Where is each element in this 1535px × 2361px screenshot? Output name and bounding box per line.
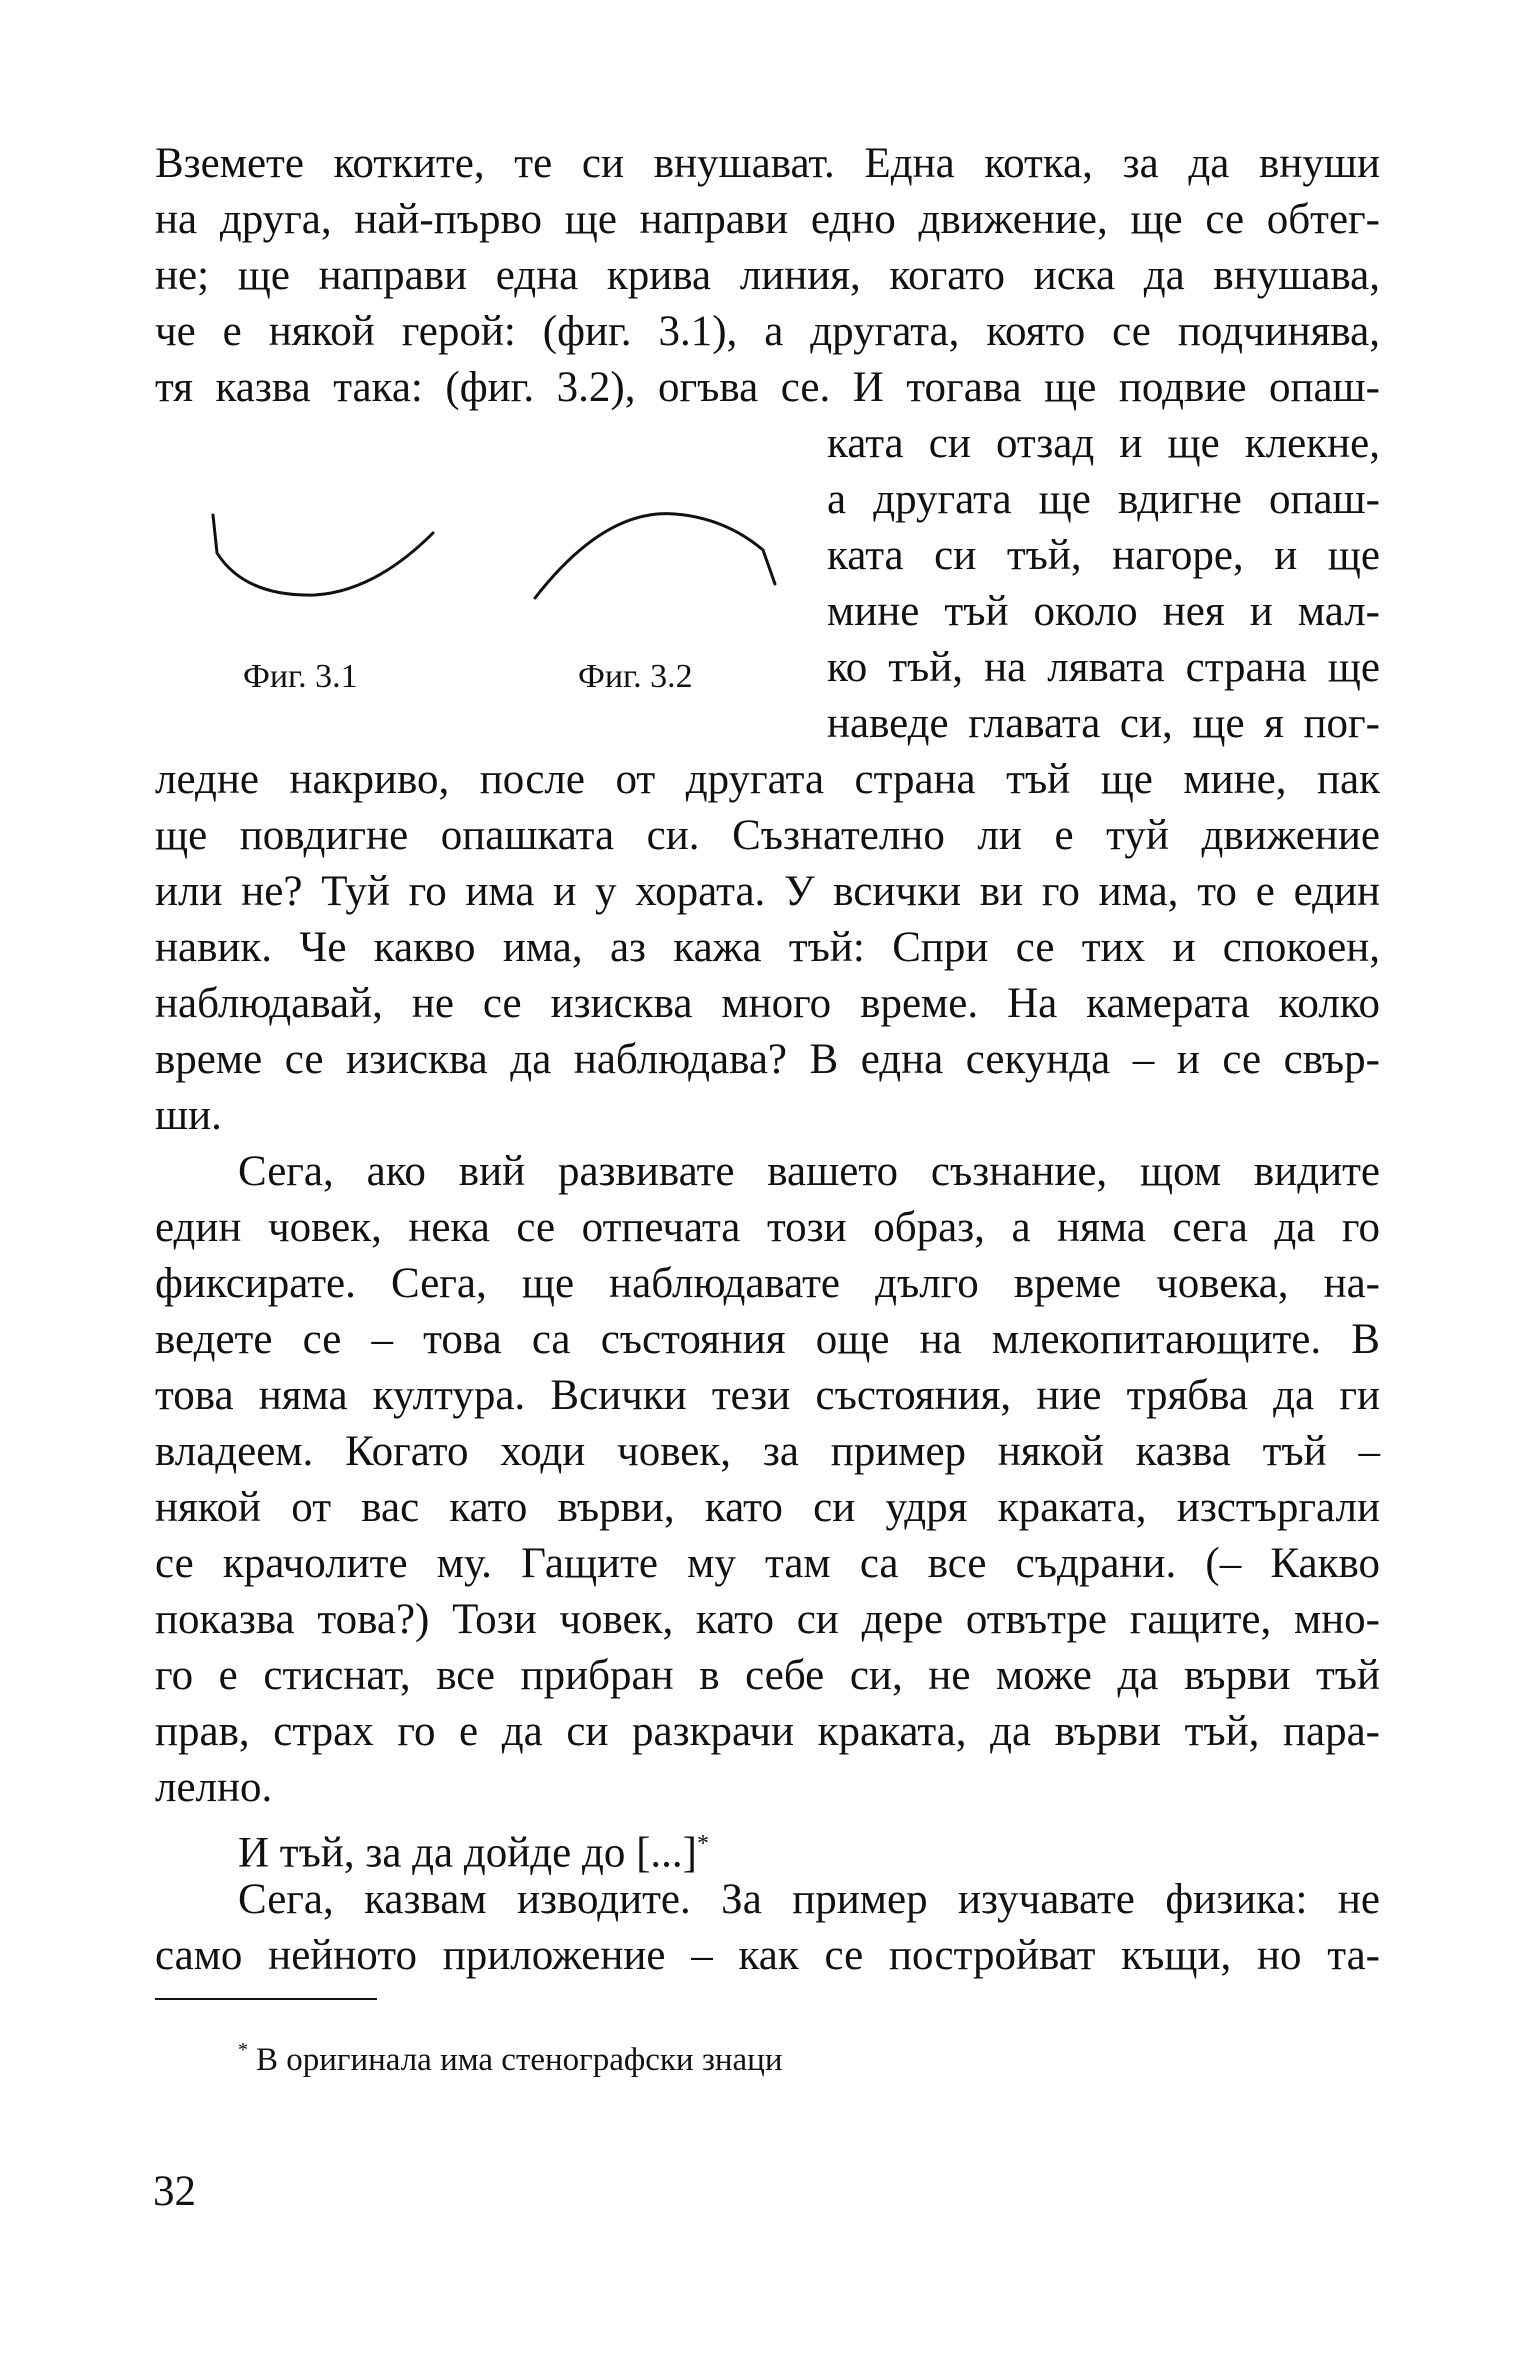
text-line: лелно. (155, 1764, 273, 1811)
figure-3-2-curve (525, 498, 795, 608)
paragraph-3-text: И тъй, за да дойде до [...] (238, 1829, 697, 1877)
text-line: на друга, най-първо ще направи едно движение, ще се обтег- (155, 196, 1380, 243)
text-line: че е някой герой: (фиг. 3.1), а другата, която се подчинява, (155, 308, 1380, 355)
text-line: владеем. Когато ходи човек, за пример някой казва тъй – (155, 1428, 1380, 1475)
text-line: ще повдигне опашката си. Съзнателно ли е туй движение (155, 812, 1380, 859)
text-line: ледне накриво, после от другата страна тъй ще мине, пак (155, 756, 1380, 803)
text-line: Сега, казвам изводите. За пример изучавате физика: не (238, 1876, 1380, 1923)
text-line: някой от вас като върви, като си удря краката, изстъргали (155, 1484, 1380, 1531)
page-number: 32 (153, 2168, 196, 2215)
text-line: ко тъй, на лявата страна ще (827, 644, 1380, 691)
text-line: само нейното приложение – как се постройват къщи, но та- (155, 1932, 1380, 1979)
text-line: или не? Туй го има и у хората. У всички ви го има, то е един (155, 868, 1380, 915)
footnote-text: В оригинала има стенографски знаци (256, 2042, 783, 2078)
figure-3-1-label: Фиг. 3.1 (243, 658, 358, 695)
text-line: ведете се – това са състояния още на млекопитающите. В (155, 1316, 1380, 1363)
footnote (238, 2028, 783, 2082)
text-line: това няма култура. Всички тези състояния, ние трябва да ги (155, 1372, 1380, 1419)
text-line: Сега, ако вий развивате вашето съзнание, щом видите (238, 1148, 1380, 1195)
figure-3-2-label: Фиг. 3.2 (578, 658, 693, 695)
text-line: навик. Че какво има, аз кажа тъй: Спри се тих и спокоен, (155, 924, 1380, 971)
footnote-mark: * (238, 2039, 248, 2061)
text-line: прав, страх го е да си разкрачи краката, да върви тъй, пара- (155, 1708, 1380, 1755)
text-line: мине тъй около нея и мал- (827, 588, 1380, 635)
text-line: го е стиснат, все прибран в себе си, не може да върви тъй (155, 1652, 1380, 1699)
text-line: показва това?) Този човек, като си дере отвътре гащите, мно- (155, 1596, 1380, 1643)
text-line: се крачолите му. Гащите му там са все съдрани. (– Какво (155, 1540, 1380, 1587)
text-line: фиксирате. Сега, ще наблюдавате дълго време човека, на- (155, 1260, 1380, 1307)
footnote-reference-mark: * (697, 1831, 709, 1857)
text-line: ката си тъй, нагоре, и ще (827, 532, 1380, 579)
text-line: един човек, нека се отпечата този образ, а няма сега да го (155, 1204, 1380, 1251)
text-line: ката си отзад и ще клекне, (827, 420, 1380, 467)
text-line: а другата ще вдигне опаш- (827, 476, 1380, 523)
figure-3-1-curve (205, 505, 445, 615)
footnote-separator (155, 1998, 377, 2000)
text-line: Вземете котките, те си внушават. Една котка, за да внуши (155, 140, 1380, 187)
text-line: наблюдавай, не се изисква много време. На камерата колко (155, 980, 1380, 1027)
text-line: ши. (155, 1092, 222, 1139)
text-line: тя казва така: (фиг. 3.2), огъва се. И тогава ще подвие опаш- (155, 364, 1380, 411)
text-line: наведе главата си, ще я пог- (827, 700, 1380, 747)
text-line: не; ще направи една крива линия, когато иска да внушава, (155, 252, 1380, 299)
text-line: време се изисква да наблюдава? В една секунда – и се свър- (155, 1036, 1380, 1083)
